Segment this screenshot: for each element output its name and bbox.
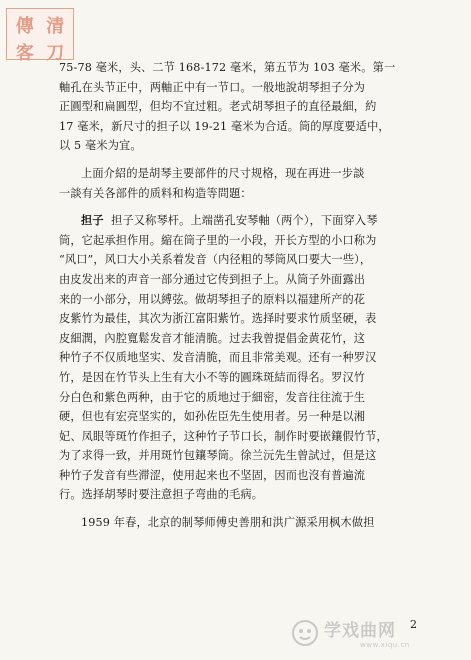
paragraph	[59, 164, 439, 203]
watermark-url: www.xiqu.cn	[360, 641, 410, 649]
text-line-content: 担子又称琴杆。上端凿孔安琴軸（两个），下面穿入琴	[111, 214, 378, 228]
logo-char: 清	[46, 16, 65, 37]
text-line: 种竹子不仅质地坚实、发音清脆，而且非常美观。还有一种罗汉	[59, 351, 377, 365]
text-line: 1959 年春，北京的制琴师傅史善朋和洪广源采用枫木做担	[81, 516, 375, 530]
text-line: 皮紫竹为最佳，其次为浙江富阳紫竹。选择时要求竹质坚硬，表	[59, 312, 377, 326]
text-line: 一談有关各部件的质料和构造等問題：	[59, 186, 252, 200]
text-line: 以 5 毫米为宜。	[59, 139, 142, 153]
text-line: 皮細潤，內腔寬鬆发音才能清脆。过去我曾提倡金黄花竹，这	[59, 331, 366, 345]
body-text	[59, 58, 439, 533]
text-line: 正圓型和扁圓型，但均不宜过粗。老式胡琴担子的直径最細，約	[59, 100, 377, 114]
text-line: 75-78 毫米，头、二节 168-172 毫米，第五节为 103 毫米。第一	[59, 61, 396, 74]
text-line: 竹，是因在竹节头上生有大小不等的圓珠斑結而得名。罗汉竹	[59, 370, 366, 384]
text-line	[59, 211, 439, 231]
logo-char: 客	[15, 43, 34, 64]
paragraph	[59, 211, 439, 505]
text-line: 妃、凤眼等斑竹作担子，这种竹子节口长，制作时要嵌鑲假竹节，	[59, 429, 388, 443]
site-watermark	[290, 616, 468, 656]
text-line: 由皮发出来的声音一部分通过它传到担子上。从筒子外面露出	[59, 272, 366, 286]
section-term: 担子	[81, 213, 104, 228]
text-line: 軸孔在头节正中，两軸正中有一节口。一般地說胡琴担子分为	[59, 80, 366, 94]
text-line: 上面介紹的是胡琴主要部件的尺寸规格，现在再进一步談	[81, 166, 365, 180]
text-line: 硬，但也有宏亮坚实的，如孙佐臣先生使用者。另一种是以湘	[59, 410, 366, 424]
text-line: “风口”，风口大小关系着发音（内径粗的琴筒风口要大一些），	[59, 253, 372, 267]
text-line: 来的一小部分，用以縛弦。做胡琴担子的原料以福建所产的花	[59, 292, 366, 306]
watermark-text: 学戏曲网	[324, 621, 396, 641]
blog-logo-stamp	[6, 8, 74, 64]
text-line: 种竹子发音有些滞涩，使用起来也不坚固，因而也沒有普遍流	[59, 468, 366, 482]
watermark-mask-icon	[290, 618, 320, 648]
page-number: 2	[410, 618, 417, 631]
text-line: 行。选择胡琴时要注意担子弯曲的毛病。	[59, 488, 264, 502]
text-line: 分白色和紫色两种，由于它的质地过于細密，发音往往流于生	[59, 390, 366, 404]
logo-char: 傳	[15, 16, 34, 37]
text-line: 17 毫米，新尺寸的担子以 19-21 毫米为合适。筒的厚度要适中，	[59, 119, 390, 133]
text-line: 筒，它起承担作用。縮在筒子里的一小段，开长方型的小口称为	[59, 233, 377, 247]
paragraph	[59, 513, 439, 533]
text-line: 为了求得一致，并用斑竹包鑲琴筒。徐兰沅先生曾試过，但是这	[59, 449, 377, 463]
paragraph	[59, 58, 439, 156]
logo-char: 刀	[46, 43, 65, 64]
